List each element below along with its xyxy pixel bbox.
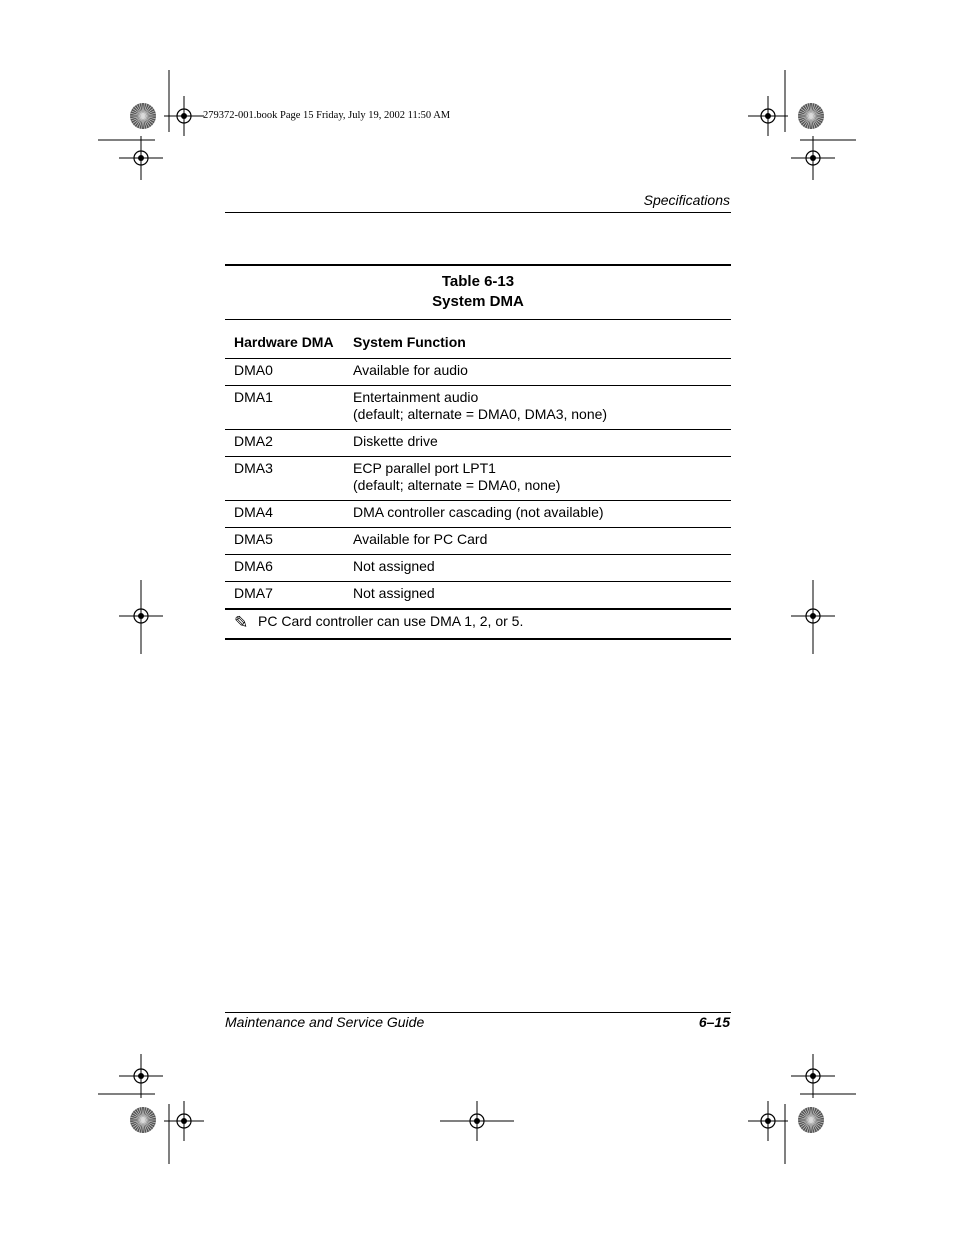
table-row — [225, 555, 731, 582]
cell-system-function — [344, 501, 731, 528]
pencil-note-icon: ✎ — [234, 613, 249, 632]
function-line: Available for PC Card — [353, 531, 488, 547]
crosshair-mark — [791, 1054, 835, 1098]
table-header-row — [225, 320, 731, 359]
cell-hardware-dma: DMA5 — [225, 528, 344, 555]
running-head: Specifications — [643, 192, 730, 208]
table-note — [225, 609, 731, 639]
note-text: PC Card controller can use DMA 1, 2, or 5. — [258, 613, 524, 629]
table-row — [225, 528, 731, 555]
function-line: Diskette drive — [353, 433, 438, 449]
table-row — [225, 386, 731, 430]
column-header-hardware-dma: Hardware DMA — [225, 320, 344, 359]
table-row — [225, 457, 731, 501]
table-caption — [225, 272, 731, 312]
footer-rule — [225, 1012, 731, 1013]
crosshair-mark — [791, 136, 835, 180]
table-row — [225, 582, 731, 610]
function-line: DMA controller cascading (not available) — [353, 504, 604, 520]
column-header-system-function: System Function — [344, 320, 731, 359]
table-top-rule — [225, 264, 731, 266]
cell-system-function — [344, 430, 731, 457]
crosshair-mark — [748, 96, 788, 136]
cell-system-function — [344, 582, 731, 610]
cell-hardware-dma: DMA3 — [225, 457, 344, 501]
cell-hardware-dma: DMA1 — [225, 386, 344, 430]
crosshair-mark — [164, 1101, 204, 1141]
crosshair-mark — [748, 1101, 788, 1141]
table-note-row — [225, 609, 731, 639]
book-header: 279372-001.book Page 15 Friday, July 19, 2002 11:50 AM — [203, 110, 451, 121]
dma-table — [225, 319, 731, 640]
crosshair-mark — [119, 136, 163, 180]
table-title: System DMA — [432, 293, 524, 310]
function-line: (default; alternate = DMA0, DMA3, none) — [353, 406, 608, 422]
table-body — [225, 359, 731, 640]
function-line: Not assigned — [353, 558, 435, 574]
page-number: 6–15 — [698, 1014, 730, 1030]
cell-hardware-dma: DMA4 — [225, 501, 344, 528]
function-line: Not assigned — [353, 585, 435, 601]
function-line: ECP parallel port LPT1 — [353, 460, 496, 476]
crosshair-mark — [119, 1054, 163, 1098]
cell-system-function — [344, 359, 731, 386]
table-number: Table 6-13 — [441, 273, 515, 290]
table-row — [225, 430, 731, 457]
cell-hardware-dma: DMA7 — [225, 582, 344, 610]
cell-system-function — [344, 555, 731, 582]
cell-system-function — [344, 457, 731, 501]
function-line: Available for audio — [353, 362, 468, 378]
function-line: Entertainment audio — [353, 389, 479, 405]
crosshair-mark — [164, 96, 204, 136]
cell-hardware-dma: DMA2 — [225, 430, 344, 457]
function-line: (default; alternate = DMA0, none) — [353, 477, 561, 493]
table-row — [225, 501, 731, 528]
cell-hardware-dma: DMA6 — [225, 555, 344, 582]
cell-system-function — [344, 528, 731, 555]
cell-hardware-dma: DMA0 — [225, 359, 344, 386]
table-row — [225, 359, 731, 386]
cell-system-function — [344, 386, 731, 430]
header-rule — [225, 212, 731, 213]
footer-title: Maintenance and Service Guide — [225, 1014, 425, 1030]
